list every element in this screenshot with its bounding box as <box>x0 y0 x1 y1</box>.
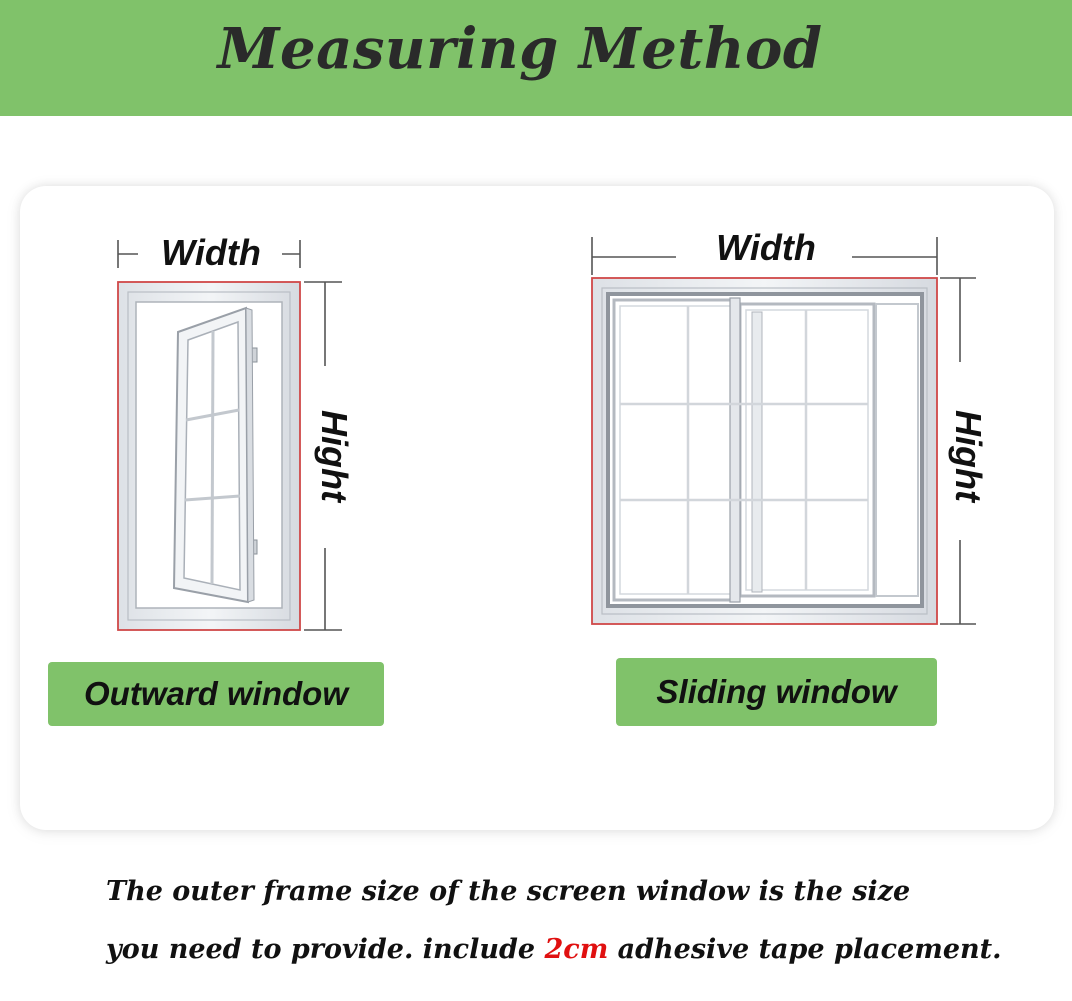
caption-line-2-end: adhesive tape placement. <box>608 934 1002 965</box>
caption-line-2-start: you need to provide. include <box>106 934 545 965</box>
outward-width-label: Width <box>161 232 261 273</box>
outward-window-label: Outward window <box>48 662 384 726</box>
page-title: Measuring Method <box>217 16 823 82</box>
outward-height-label: Hight <box>314 410 355 502</box>
outward-window-illustration <box>118 232 355 630</box>
caption-line-2 <box>106 934 1036 965</box>
caption-line-1: The outer frame size of the screen window is the size <box>106 876 911 907</box>
sliding-window-label: Sliding window <box>616 658 937 726</box>
caption-highlight-2cm: 2cm <box>544 934 609 965</box>
sliding-height-label: Hight <box>948 410 989 502</box>
sliding-window-illustration <box>592 227 989 624</box>
sliding-width-label: Width <box>716 227 816 268</box>
